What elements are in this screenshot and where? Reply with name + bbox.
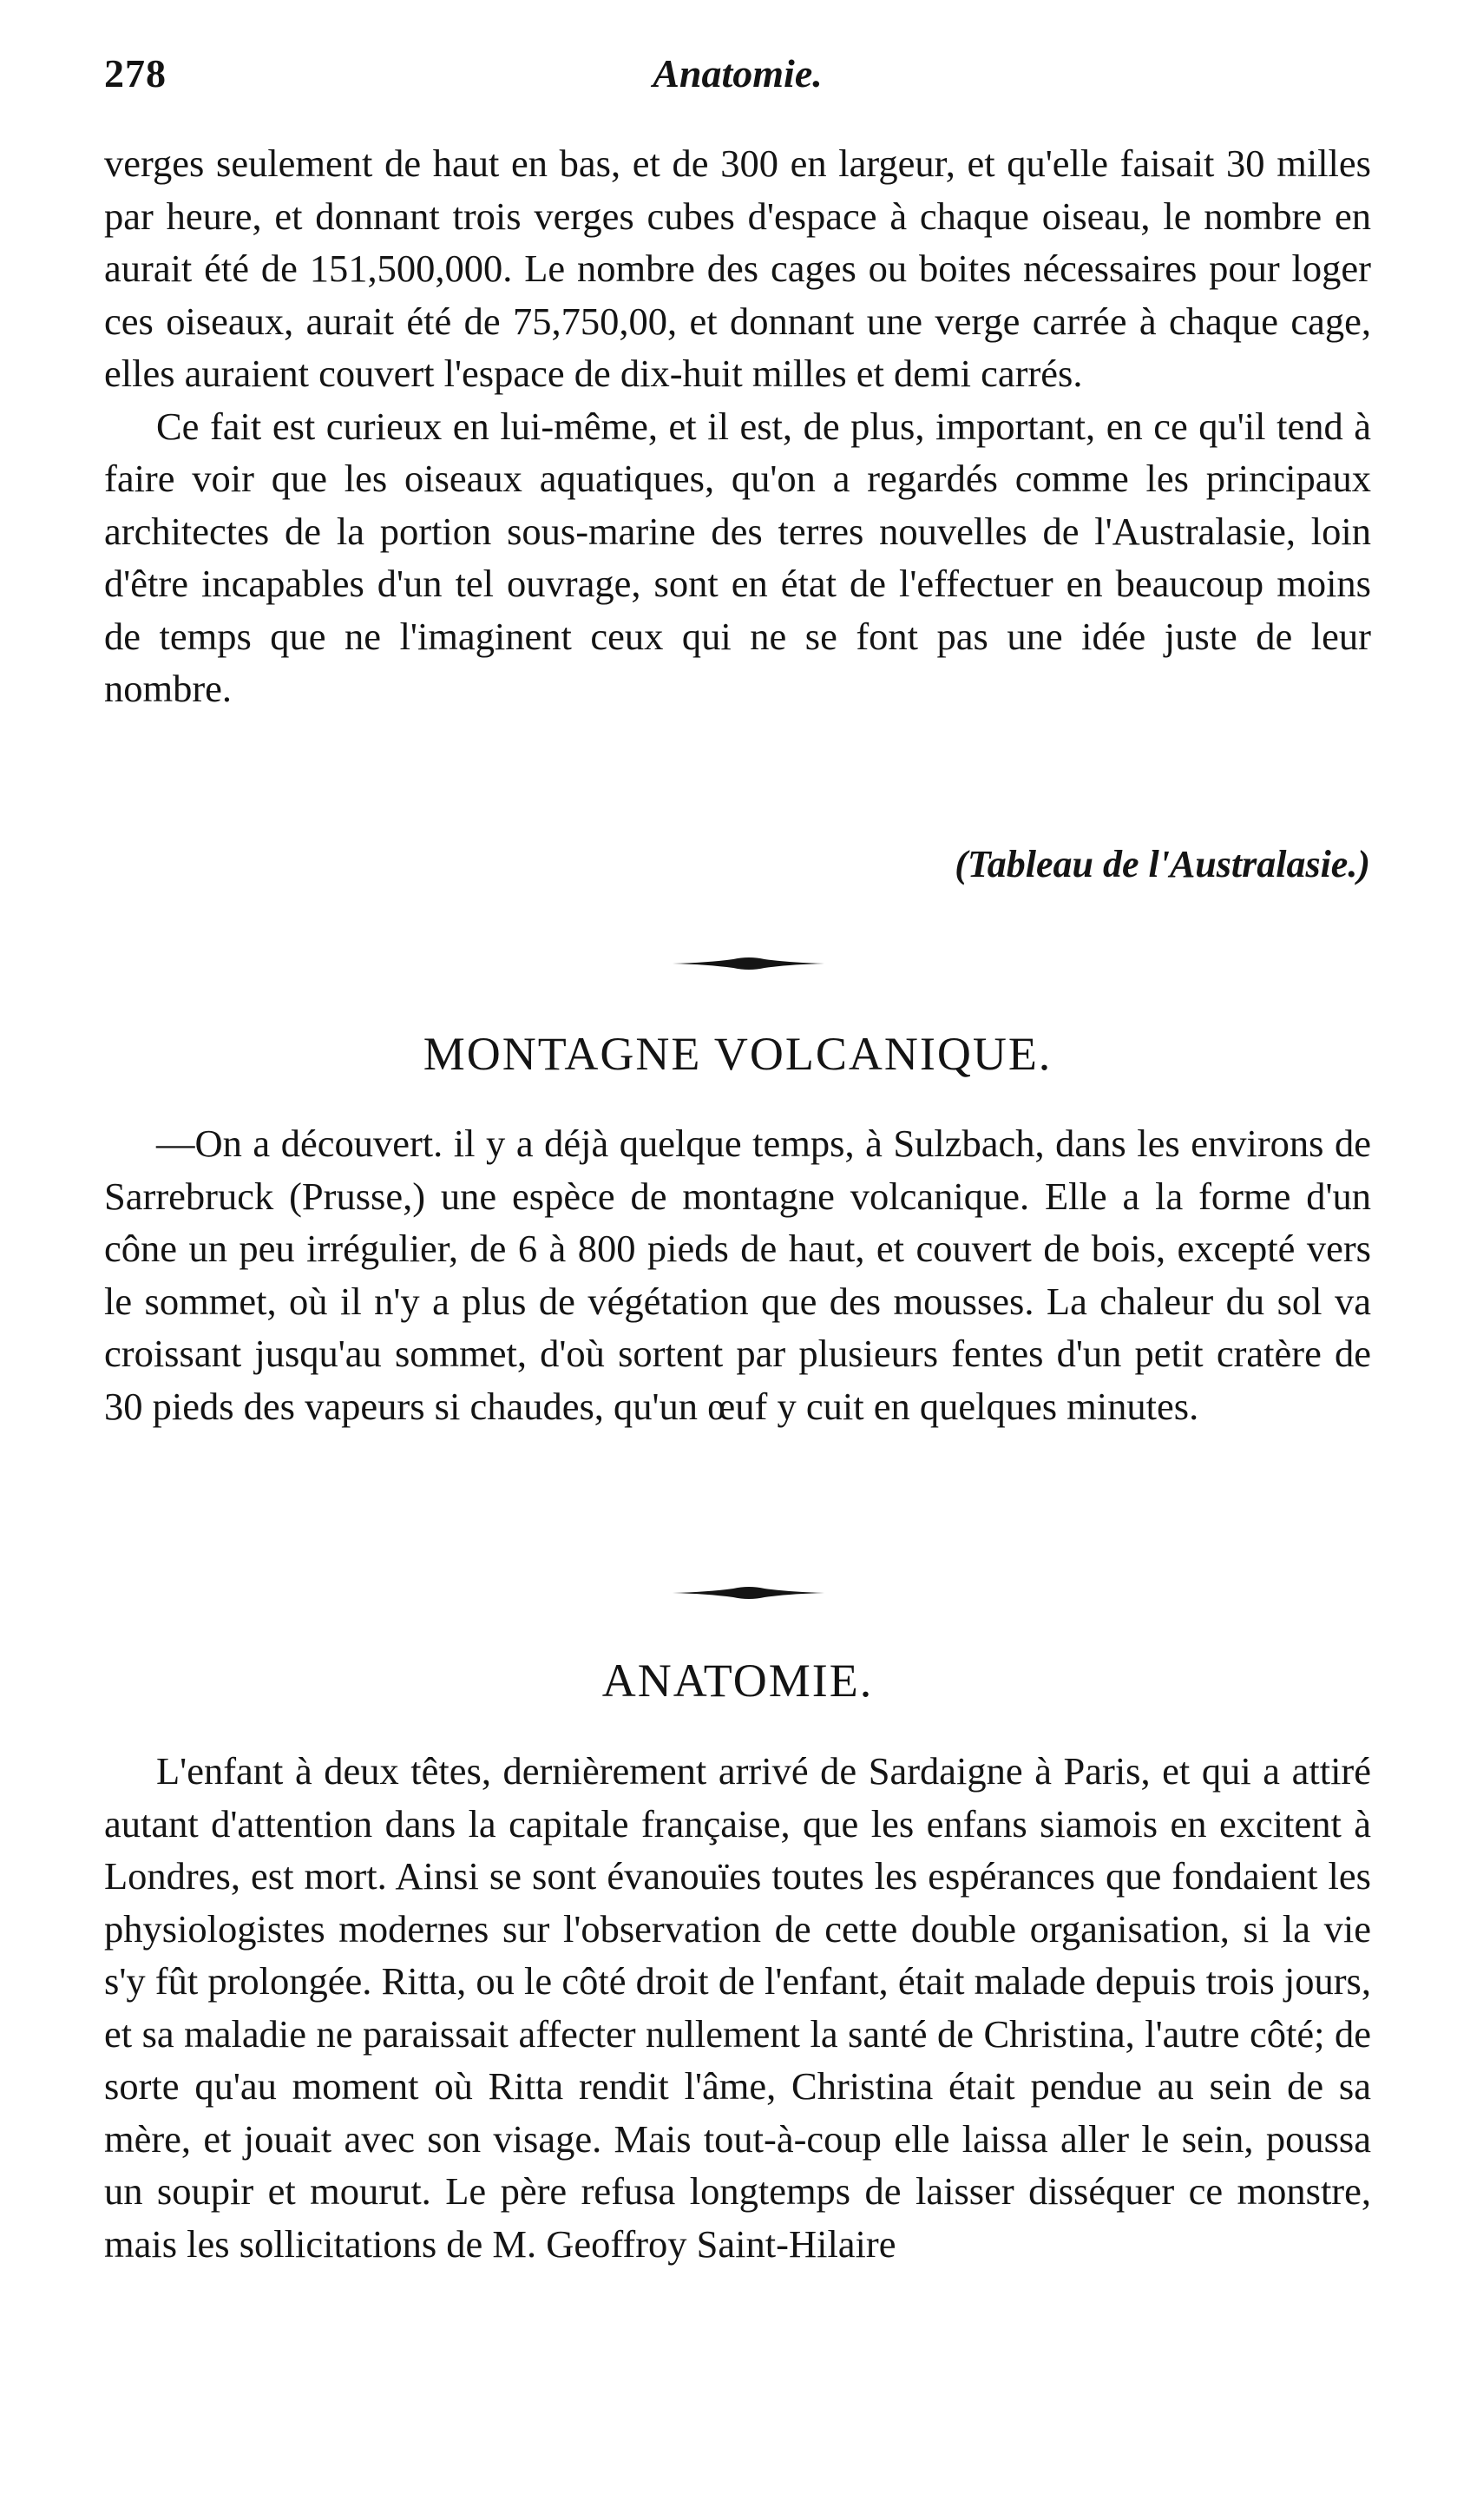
section-volcanique-text — [104, 1117, 1371, 1432]
paragraph-anatomie: L'enfant à deux têtes, dernièrement arrivé de Sardaigne à Paris, et qui a attiré autant d'attention dans la capitale française, que les enfans siamois en excitent à Londres, est mort. Ainsi se sont évanouïes toutes les espérances que fondaient les physiologistes modernes sur l'observation de cette double organisation, si la vie s'y fût prolongée. Ritta, ou le côté droit de l'enfant, était malade depuis trois jours, et sa maladie ne paraissait affecter nullement la santé de Christina, l'autre côté; de sorte qu'au moment où Ritta rendit l'âme, Christina était pendue au sein de sa mère, et jouait avec son visage. Mais tout-à-coup elle laissa aller le sein, poussa un soupir et mourut. Le père refusa longtemps de laisser disséquer ce monstre, mais les sollicitations de M. Geoffroy Saint-Hilaire — [104, 1749, 1371, 2266]
page-number: 278 — [104, 51, 167, 95]
paragraph-oiseaux-aquatiques: Ce fait est curieux en lui-même, et il est, de plus, important, en ce qu'il tend à faire voir que les oiseaux aquatiques, qu'on a regardés comme les principaux architectes de la portion sous-marine des terres nouvelles de l'Australasie, loin d'être incapables d'un tel ouvrage, sont en état de l'effectuer en beaucoup moins de temps que ne l'imaginent ceux qui ne se font pas une idée juste de leur nombre. — [104, 404, 1371, 710]
paragraph-continuation: verges seulement de haut en bas, et de 300 en largeur, et qu'elle faisait 30 milles par heure, et donnant trois verges cubes d'espace à chaque oiseau, le nombre en aurait été de 151,500,000. Le nombre des cages ou boites nécessaires pour loger ces oiseaux, aurait été de 75,750,00, et donnant une verge carrée à chaque cage, elles auraient couvert l'espace de dix-huit milles et demi carrés. — [104, 141, 1371, 395]
section-divider-ornament — [673, 955, 824, 972]
section-divider-ornament — [673, 1584, 824, 1602]
running-title: Anatomie. — [653, 51, 823, 95]
section-australasie-text — [104, 137, 1371, 715]
section-heading-volcanique: MONTAGNE VOLCANIQUE. — [423, 1028, 1053, 1080]
section-anatomie-text — [104, 1745, 1371, 2270]
paragraph-volcanique: —On a découvert. il y a déjà quelque temps, à Sulzbach, dans les environs de Sarrebruck (Prusse,) une espèce de montagne volcanique. Elle a la forme d'un cône un peu irrégulier, de 6 à 800 pieds de haut, et couvert de bois, excepté vers le sommet, où il n'y a plus de végétation que des mousses. La chaleur du sol va croissant jusqu'au sommet, d'où sortent par plusieurs fentes d'un petit cratère de 30 pieds des vapeurs si chaudes, qu'un œuf y cuit en quelques minutes. — [104, 1122, 1371, 1428]
source-citation: (Tableau de l'Australasie.) — [955, 843, 1370, 885]
section-heading-anatomie: ANATOMIE. — [601, 1655, 874, 1707]
running-head — [104, 50, 1371, 102]
